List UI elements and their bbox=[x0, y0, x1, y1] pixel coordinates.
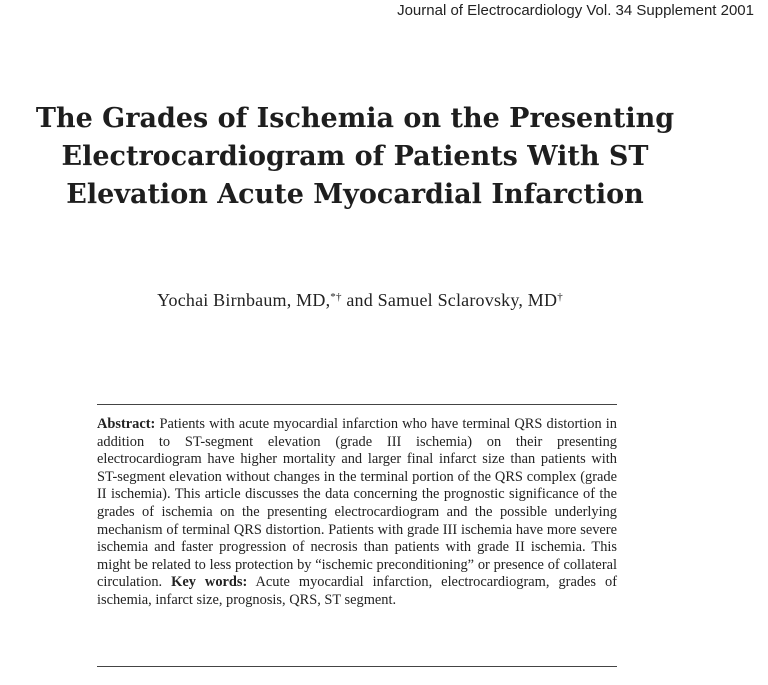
author-2: Samuel Sclarovsky, MD bbox=[377, 290, 558, 310]
title-line-2: Electrocardiogram of Patients With ST bbox=[61, 141, 649, 172]
author-1: Yochai Birnbaum, MD, bbox=[157, 290, 331, 310]
keywords-label: Key words: bbox=[162, 574, 248, 591]
author-connector: and bbox=[341, 290, 378, 310]
keywords-text: Acute myocardial infarction, electrocardiogram, grades of ischemia, infarct size, prognosis, QRS, ST segment. bbox=[97, 574, 618, 608]
title-line-3: Elevation Acute Myocardial Infarction bbox=[66, 179, 644, 210]
title-line-1: The Grades of Ischemia on the Presenting bbox=[35, 103, 675, 134]
article-title bbox=[20, 100, 690, 214]
author-2-affiliation-marks: † bbox=[557, 291, 563, 303]
journal-header: Journal of Electrocardiology Vol. 34 Supplement 2001 bbox=[397, 2, 754, 19]
author-1-affiliation-marks: *† bbox=[330, 291, 342, 303]
abstract-block bbox=[97, 416, 617, 610]
abstract-bottom-rule bbox=[97, 666, 617, 667]
abstract-label: Abstract: bbox=[97, 416, 156, 432]
abstract-text: Patients with acute myocardial infarction who have terminal QRS distortion in addition to ST-segment elevation (grade III ischemia) on their presenting electrocardiogram have higher mortality and larger final infarct size than patients with ST-segment elevation without changes in the terminal portion of the QRS complex (grade II ischemia). This article discusses the data concerning the prognostic significance of the grades of ischemia on the presenting electrocardiogram and the possible underlying mechanism of terminal QRS distortion. Patients with grade III ischemia have more severe ischemia and faster progression of necrosis than patients with grade II ischemia. This might be related to less protection by “ischemic preconditioning” or presence of collateral circulation. bbox=[97, 416, 617, 591]
abstract-top-rule bbox=[97, 404, 617, 405]
author-list bbox=[0, 290, 720, 311]
